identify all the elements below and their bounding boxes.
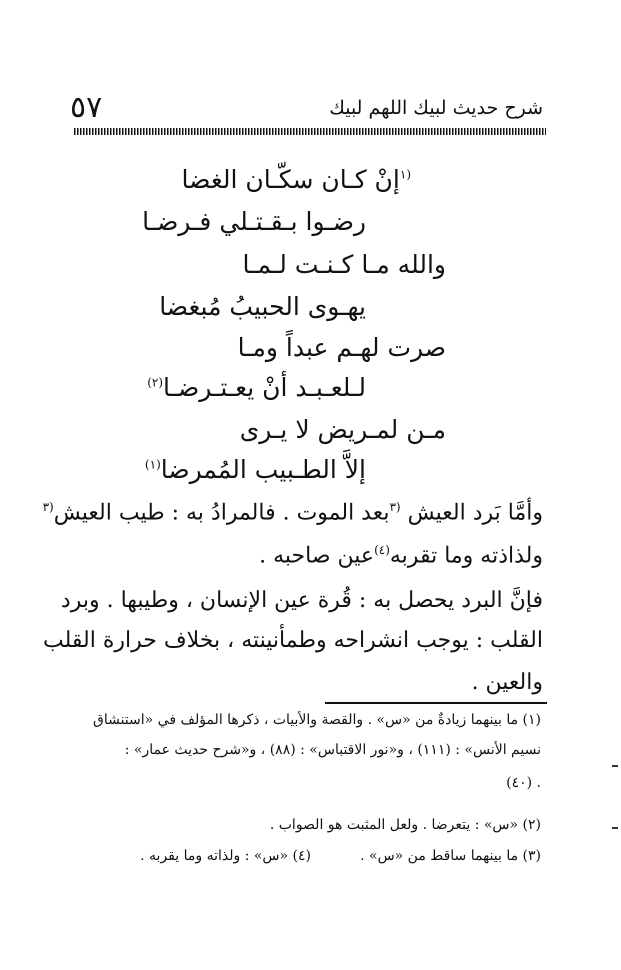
poem-line-text: لـلعـبـد أنْ يعـتـرضـا (163, 373, 366, 402)
body-text: فإنَّ البرد يحصل به : قُرة عين الإنسان ، وطيبها . وبرد (60, 588, 543, 613)
footnote-1-line-2: نسيم الأنس» : (١١١) ، و«نور الاقتباس» : (٨٨) ، و«شرح حديث عمار» : (124, 742, 541, 758)
footnote-marker: (٣ (42, 500, 54, 514)
poem-line-text: إنْ كـان سكّـان الغضا (181, 165, 400, 194)
poem-line-4 (159, 292, 366, 321)
footnote-3: (٣) ما بينهما ساقط من «س» . (360, 848, 541, 864)
poem-line-text: مـن لمـريض لا يـرى (239, 415, 446, 444)
footnote-1-line-1: (١) ما بينهما زيادةٌ من «س» . والقصة والأبيات ، ذكرها المؤلف في «استنشاق (92, 712, 541, 728)
poem-line-7 (240, 415, 446, 444)
poem-line-3 (243, 250, 446, 279)
running-header-title: شرح حديث لبيك اللهم لبيك (329, 97, 543, 119)
poem-line-text: والله مـا كـنـت لـمـا (242, 250, 446, 279)
body-line-1 (43, 500, 543, 525)
body-text: القلب : يوجب انشراحه وطمأنينته ، بخلاف حرارة القلب (43, 628, 543, 653)
footnote-marker: (٤) (374, 543, 390, 557)
body-text: بعد الموت . فالمرادُ به : طيب العيش (53, 500, 390, 526)
page-number: ٥٧ (70, 90, 103, 125)
poem-line-text: إلاَّ الطـبيب المُمرضا (160, 455, 366, 484)
poem-line-5 (238, 333, 446, 362)
header-rule (74, 128, 546, 135)
poem-line-text: رضـوا بـقـتـلي فـرضـا (142, 207, 366, 236)
body-text: وأمَّا بَرد العيش (400, 500, 543, 526)
poem-line-6 (147, 373, 366, 402)
footnote-marker: (٢) (147, 375, 164, 390)
body-text: عين صاحبه . (259, 543, 375, 569)
body-line-2 (259, 543, 543, 568)
body-text: والعين . (471, 670, 543, 695)
poem-line-1 (182, 165, 411, 194)
poem-line-text: يهـوى الحبيبُ مُبغضا (159, 292, 366, 321)
body-line-4 (43, 628, 543, 653)
footnote-marker: (١ (399, 167, 411, 182)
footnote-2: (٢) «س» : يتعرضا . ولعل المثبت هو الصواب . (269, 817, 541, 833)
footnote-marker: (١) (144, 457, 161, 472)
margin-mark (612, 827, 618, 829)
poem-line-8 (145, 455, 366, 484)
footnote-1-line-3: . (٤٠) (506, 775, 541, 791)
body-line-3 (61, 588, 543, 613)
body-line-5 (472, 670, 543, 695)
body-text: ولذاذته وما تقربه (389, 543, 543, 569)
margin-mark (612, 765, 618, 767)
poem-line-text: صرت لهـم عبداً ومـا (237, 333, 446, 362)
footnote-marker: (٣ (389, 500, 401, 514)
footnote-4: (٤) «س» : ولذاته وما يقربه . (140, 848, 311, 864)
footnote-separator (325, 702, 547, 704)
poem-line-2 (142, 207, 366, 236)
